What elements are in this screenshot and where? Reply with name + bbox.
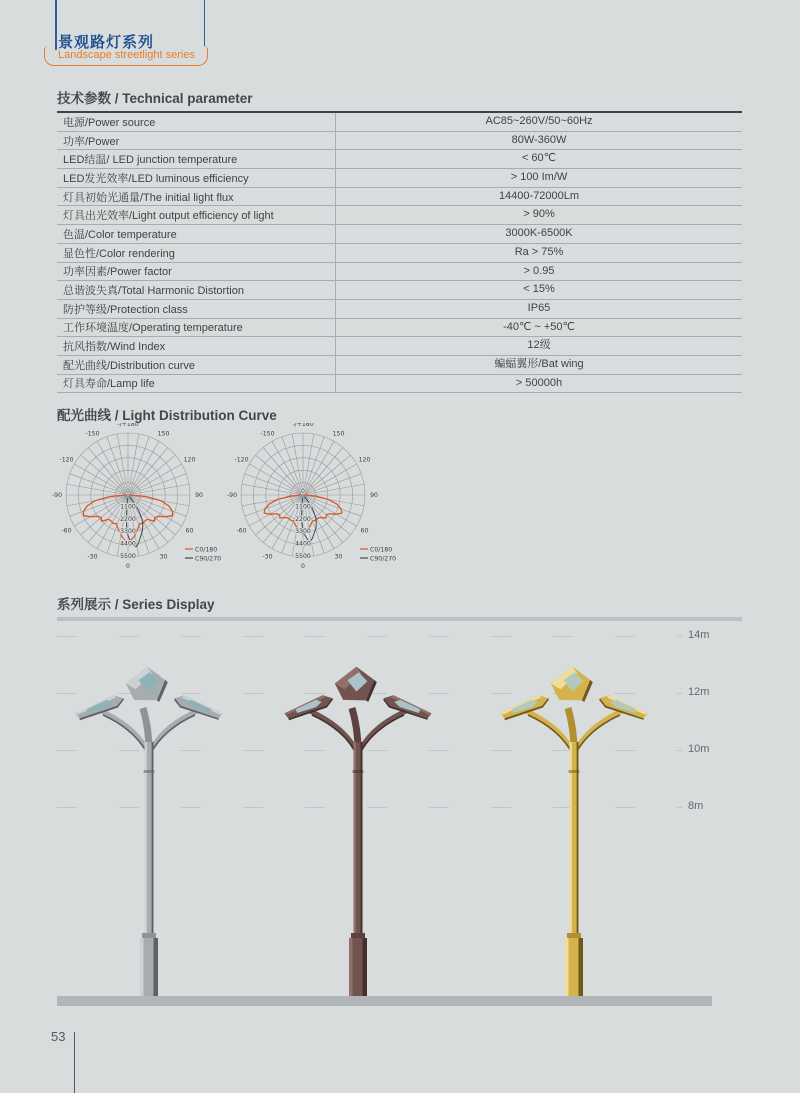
table-row: [57, 188, 742, 207]
param-value: > 0.95: [335, 263, 742, 281]
height-marker-line: [57, 636, 682, 637]
chart-label: 5500: [295, 553, 311, 560]
table-row: [57, 150, 742, 169]
chart-label: 2200: [295, 515, 311, 523]
param-value: AC85~260V/50~60Hz: [335, 113, 742, 131]
param-label: 工作环境温度/Operating temperature: [63, 322, 243, 335]
chart-label: 90: [370, 492, 378, 499]
table-row: [57, 337, 742, 356]
chart-label: 4400: [120, 540, 136, 548]
chart-label: -120: [59, 456, 74, 464]
light-distribution-chart-left: [52, 423, 227, 575]
streetlight-silver: [69, 638, 229, 998]
param-value: > 50000h: [335, 375, 742, 393]
chart-label: 60: [185, 527, 194, 535]
param-label: 总谐波失真/Total Harmonic Distortion: [63, 285, 244, 298]
param-value: < 60℃: [335, 150, 742, 168]
light-distribution-chart-right: [227, 423, 402, 575]
param-label: 电源/Power source: [63, 116, 156, 129]
section-title-light-distribution: 配光曲线 / Light Distribution Curve: [57, 408, 277, 423]
series-display-top-rule: [57, 617, 742, 621]
param-label: LED结温/ LED junction temperature: [63, 154, 238, 167]
polar-chart-svg: [52, 423, 227, 575]
param-value: 80W-360W: [335, 132, 742, 150]
chart-label: 30: [334, 553, 343, 561]
param-value: Ra > 75%: [335, 244, 742, 262]
chart-label: 0: [301, 563, 305, 570]
streetlight-brown: [278, 638, 438, 998]
section-title-technical-parameter: 技术参数 / Technical parameter: [57, 91, 253, 106]
param-label: 灯具出光效率/Light output efficiency of light: [63, 210, 274, 223]
chart-label: -150: [85, 430, 100, 438]
param-value: < 15%: [335, 281, 742, 299]
chart-label: 60: [360, 527, 369, 535]
chart-label: 3300: [120, 528, 136, 536]
streetlight-gold: [494, 638, 654, 998]
table-row: [57, 244, 742, 263]
series-title-badge: [44, 46, 208, 66]
param-value: IP65: [335, 300, 742, 318]
chart-label: 150: [157, 430, 170, 438]
legend-label: C90/270: [370, 555, 397, 563]
height-marker-label: 14m: [688, 629, 710, 641]
param-value: 14400-72000Lm: [335, 188, 742, 206]
param-label: LED发光效率/LED luminous efficiency: [63, 172, 249, 185]
param-value: > 90%: [335, 206, 742, 224]
param-value: -40℃ ~ +50℃: [335, 319, 742, 337]
param-label: 功率/Power: [63, 135, 120, 148]
chart-label: 3300: [295, 528, 311, 536]
header-rule-left: [55, 0, 57, 50]
chart-label: 90: [195, 492, 203, 499]
param-label: 灯具寿命/Lamp life: [63, 378, 155, 391]
param-label: 抗风指数/Wind Index: [63, 341, 166, 354]
legend-label: C0/180: [370, 546, 393, 554]
streetlight-svg: [278, 638, 438, 998]
chart-label: 0: [126, 488, 130, 495]
param-label: 显色性/Color rendering: [63, 247, 175, 260]
chart-label: -/+180: [292, 423, 314, 428]
chart-label: 0: [301, 488, 305, 495]
streetlight-svg: [69, 638, 229, 998]
legend-label: C90/270: [195, 555, 222, 563]
header-rule-right: [204, 0, 206, 46]
table-row: [57, 263, 742, 282]
chart-label: 150: [332, 430, 345, 438]
table-row: [57, 300, 742, 319]
height-marker-label: 12m: [688, 686, 710, 698]
param-label: 灯具初始光通量/The initial light flux: [63, 191, 234, 204]
table-row: [57, 206, 742, 225]
table-row: [57, 132, 742, 151]
chart-label: 120: [183, 456, 196, 464]
technical-parameter-table: [57, 111, 742, 393]
polar-chart-svg: [227, 423, 402, 575]
page-number-rule: [74, 1032, 75, 1093]
table-row: [57, 169, 742, 188]
chart-label: 0: [126, 563, 130, 570]
chart-label: -90: [227, 492, 238, 499]
chart-label: 2200: [120, 515, 136, 523]
table-row: [57, 356, 742, 375]
chart-label: -60: [236, 527, 247, 535]
param-value: 3000K-6500K: [335, 225, 742, 243]
chart-label: -150: [260, 430, 275, 438]
chart-label: 5500: [120, 553, 136, 560]
series-title-chinese: 景观路灯系列: [58, 34, 155, 51]
streetlight-svg: [494, 638, 654, 998]
table-row: [57, 281, 742, 300]
param-value: 12级: [335, 337, 742, 355]
table-row: [57, 375, 742, 394]
page-number: 53: [51, 1029, 66, 1044]
param-value: 蝙蝠翼形/Bat wing: [335, 356, 742, 374]
chart-label: 120: [358, 456, 371, 464]
legend-label: C0/180: [195, 546, 218, 554]
param-label: 功率因素/Power factor: [63, 266, 172, 279]
chart-label: -30: [262, 553, 273, 561]
chart-label: -90: [52, 492, 63, 499]
chart-label: 30: [159, 553, 168, 561]
table-row: [57, 319, 742, 338]
chart-label: 1100: [120, 503, 136, 511]
table-row: [57, 113, 742, 132]
chart-label: 1100: [295, 503, 311, 511]
chart-label: -30: [87, 553, 98, 561]
section-title-series-display: 系列展示 / Series Display: [57, 597, 215, 612]
chart-label: 4400: [295, 540, 311, 548]
height-marker-label: 8m: [688, 800, 704, 812]
chart-label: -/+180: [117, 423, 139, 428]
series-title-english: Landscape streetlight series: [58, 49, 195, 61]
table-row: [57, 225, 742, 244]
param-label: 色温/Color temperature: [63, 228, 177, 241]
param-label: 配光曲线/Distribution curve: [63, 359, 196, 372]
param-label: 防护等级/Protection class: [63, 303, 188, 316]
chart-label: -60: [61, 527, 72, 535]
height-marker-label: 10m: [688, 743, 710, 755]
chart-label: -120: [234, 456, 249, 464]
param-value: > 100 Im/W: [335, 169, 742, 187]
